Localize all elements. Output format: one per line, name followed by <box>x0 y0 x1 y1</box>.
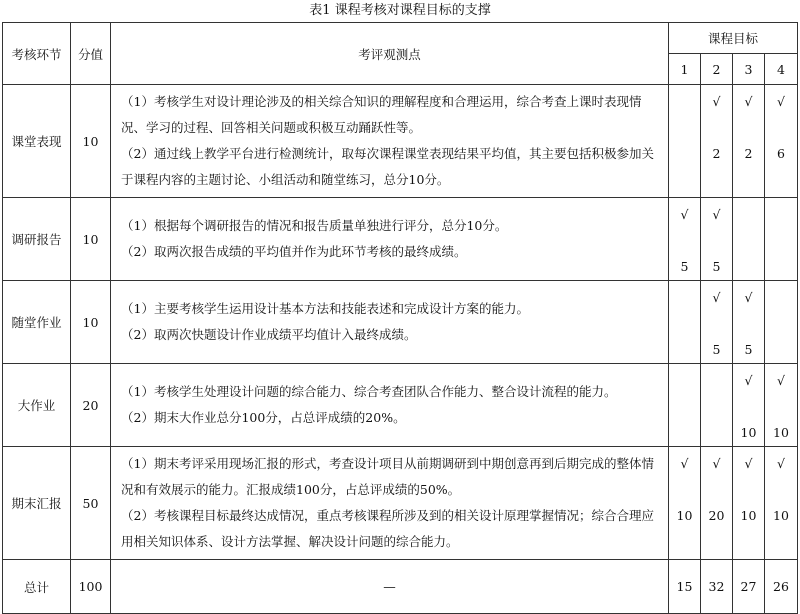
goal-value: 10 <box>773 425 789 440</box>
spacer <box>765 477 797 503</box>
observation-point: （2）取两次报告成绩的平均值并作为此环节考核的最终成绩。 <box>121 244 467 259</box>
table-row <box>3 85 798 198</box>
observation-point: （1）考核学生对设计理论涉及的相关综合知识的理解程度和合理运用，综合考查上课时表现情况、学习的过程、回答相关问题或积极互动踊跃性等。 <box>121 94 642 135</box>
goal-cell-2 <box>701 198 733 281</box>
observation-point: （1）期末考评采用现场汇报的形式，考查设计项目从前期调研到中期创意再到后期完成的整体情况和有效展示的能力。汇报成绩100分，占总评成绩的50%。 <box>121 456 654 497</box>
check-mark <box>669 285 700 311</box>
goal-value: 2 <box>744 146 753 161</box>
goal-value: 5 <box>680 259 689 274</box>
spacer <box>669 228 700 254</box>
spacer <box>733 115 764 141</box>
goal-value <box>765 254 797 280</box>
row-section: 随堂作业 <box>3 281 71 364</box>
check-mark: √ <box>744 290 753 305</box>
spacer <box>669 394 700 420</box>
check-mark: √ <box>712 456 721 471</box>
goal-cell-4 <box>765 447 798 560</box>
check-mark <box>669 89 700 115</box>
row-score: 50 <box>71 447 111 560</box>
row-score: 20 <box>71 364 111 447</box>
spacer <box>765 228 797 254</box>
header-goal-2: 2 <box>701 54 733 85</box>
goal-value <box>733 254 764 280</box>
goal-cell-3 <box>733 447 765 560</box>
row-section: 调研报告 <box>3 198 71 281</box>
goal-cell-4 <box>765 198 798 281</box>
header-score: 分值 <box>71 23 111 85</box>
total-goal-3: 27 <box>733 560 765 614</box>
spacer <box>669 477 700 503</box>
spacer <box>669 115 700 141</box>
goal-value: 20 <box>708 508 725 523</box>
goal-cell-4 <box>765 85 798 198</box>
goal-cell-4 <box>765 281 798 364</box>
total-points: — <box>111 560 669 614</box>
row-points <box>111 447 669 560</box>
total-goal-1: 15 <box>669 560 701 614</box>
spacer <box>733 311 764 337</box>
observation-point: （2）通过线上教学平台进行检测统计，取每次课程课堂表现结果平均值，其主要包括积极参加关于课程内容的主题讨论、小组活动和随堂练习，总分10分。 <box>121 146 654 187</box>
goal-cell-1 <box>669 281 701 364</box>
spacer <box>701 115 732 141</box>
row-points <box>111 281 669 364</box>
row-points <box>111 364 669 447</box>
observation-point: （1）根据每个调研报告的情况和报告质量单独进行评分，总分10分。 <box>121 218 508 233</box>
goal-cell-1 <box>669 85 701 198</box>
total-goal-2: 32 <box>701 560 733 614</box>
row-section: 期末汇报 <box>3 447 71 560</box>
total-row <box>3 560 798 614</box>
header-goal-1: 1 <box>669 54 701 85</box>
row-points <box>111 198 669 281</box>
spacer <box>765 311 797 337</box>
goal-value <box>669 420 700 446</box>
goal-cell-1 <box>669 198 701 281</box>
goal-cell-4 <box>765 364 798 447</box>
goal-cell-3 <box>733 198 765 281</box>
spacer <box>701 311 732 337</box>
goal-cell-2 <box>701 364 733 447</box>
goal-cell-3 <box>733 364 765 447</box>
spacer <box>733 477 764 503</box>
spacer <box>701 477 732 503</box>
row-section: 大作业 <box>3 364 71 447</box>
table-row <box>3 447 798 560</box>
check-mark <box>669 368 700 394</box>
observation-point: （1）考核学生处理设计问题的综合能力、综合考查团队合作能力、整合设计流程的能力。 <box>121 384 617 399</box>
goal-value: 10 <box>676 508 693 523</box>
goal-cell-2 <box>701 85 733 198</box>
spacer <box>765 394 797 420</box>
spacer <box>669 311 700 337</box>
observation-point: （2）期末大作业总分100分，占总评成绩的20%。 <box>121 410 406 425</box>
header-section: 考核环节 <box>3 23 71 85</box>
check-mark: √ <box>777 456 785 471</box>
check-mark <box>701 368 732 394</box>
check-mark: √ <box>777 94 785 109</box>
header-goal-4: 4 <box>765 54 798 85</box>
row-score: 10 <box>71 281 111 364</box>
goal-cell-2 <box>701 281 733 364</box>
goal-value <box>765 337 797 363</box>
goal-value: 10 <box>740 508 757 523</box>
total-goal-4: 26 <box>765 560 798 614</box>
table-row <box>3 281 798 364</box>
goal-value: 10 <box>740 425 757 440</box>
spacer <box>765 115 797 141</box>
check-mark: √ <box>712 207 721 222</box>
row-score: 10 <box>71 85 111 198</box>
goal-value: 5 <box>712 259 721 274</box>
check-mark: √ <box>680 456 689 471</box>
check-mark: √ <box>744 94 753 109</box>
total-score: 100 <box>71 560 111 614</box>
goal-cell-3 <box>733 281 765 364</box>
header-goals: 课程目标 <box>669 23 798 54</box>
header-goal-3: 3 <box>733 54 765 85</box>
row-points <box>111 85 669 198</box>
table-caption: 表1 课程考核对课程目标的支撑 <box>309 3 491 18</box>
total-label: 总计 <box>3 560 71 614</box>
goal-value <box>669 141 700 167</box>
check-mark: √ <box>712 94 721 109</box>
goal-value <box>669 337 700 363</box>
observation-point: （2）取两次快题设计作业成绩平均值计入最终成绩。 <box>121 327 417 342</box>
check-mark: √ <box>777 373 785 388</box>
check-mark: √ <box>744 373 753 388</box>
goal-cell-2 <box>701 447 733 560</box>
spacer <box>733 228 764 254</box>
goal-value: 10 <box>773 508 789 523</box>
check-mark <box>765 285 797 311</box>
goal-cell-3 <box>733 85 765 198</box>
header-points: 考评观测点 <box>111 23 669 85</box>
spacer <box>733 394 764 420</box>
check-mark <box>765 202 797 228</box>
spacer <box>701 394 732 420</box>
check-mark: √ <box>680 207 689 222</box>
table-row <box>3 198 798 281</box>
goal-value: 5 <box>712 342 721 357</box>
row-score: 10 <box>71 198 111 281</box>
check-mark: √ <box>712 290 721 305</box>
goal-cell-1 <box>669 364 701 447</box>
assessment-table <box>2 22 798 614</box>
goal-value <box>701 420 732 446</box>
check-mark: √ <box>744 456 753 471</box>
row-section: 课堂表现 <box>3 85 71 198</box>
goal-value: 6 <box>777 146 785 161</box>
observation-point: （2）考核课程目标最终达成情况，重点考核课程所涉及到的相关设计原理掌握情况；综合合理应用相关知识体系、设计方法掌握、解决设计问题的综合能力。 <box>121 508 654 549</box>
observation-point: （1）主要考核学生运用设计基本方法和技能表述和完成设计方案的能力。 <box>121 301 529 316</box>
goal-value: 2 <box>712 146 721 161</box>
goal-value: 5 <box>744 342 753 357</box>
check-mark <box>733 202 764 228</box>
table-row <box>3 364 798 447</box>
goal-cell-1 <box>669 447 701 560</box>
spacer <box>701 228 732 254</box>
